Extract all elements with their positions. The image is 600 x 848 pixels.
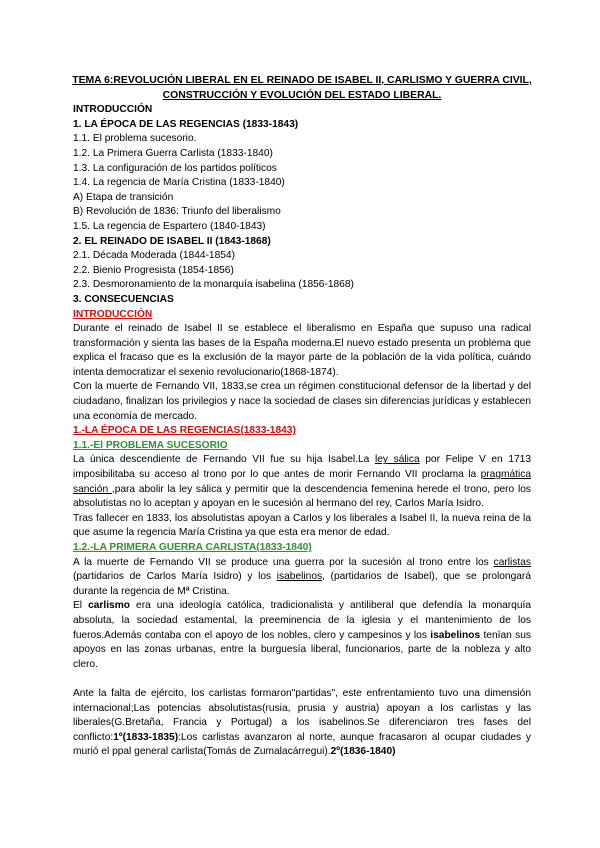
text-run: (partidarios de Carlos María Isidro) y los — [73, 571, 277, 583]
toc-item: 1.1. El problema sucesorio. — [73, 133, 197, 145]
toc-section-1: 1. LA ÉPOCA DE LAS REGENCIAS (1833-1843) — [73, 118, 299, 130]
section-1-2-paragraph-2 — [73, 599, 531, 672]
text-run: :Los carlistas avanzaron al norte, aunque fracasaron al ocupar ciudades y murió el ppal general carlista(Tomás de Zumalacárregui). — [73, 731, 531, 758]
document-title: TEMA 6:REVOLUCIÓN LIBERAL EN EL REINADO DE ISABEL II, CARLISMO Y GUERRA CIVIL, CONSTRUCCIÓN Y EVOLUCIÓN DEL ESTADO LIBERAL. — [72, 75, 532, 101]
text-run: El — [73, 600, 89, 612]
text-run: A la muerte de Fernando VII se produce una guerra por la sucesión al trono entre los — [73, 556, 494, 568]
section-1-1-paragraph-1 — [73, 453, 531, 511]
toc-item: 1.3. La configuración de los partidos políticos — [73, 162, 277, 174]
carlistas-term: carlistas — [493, 556, 531, 568]
intro-heading: INTRODUCCIÓN — [73, 308, 153, 320]
phase-2-label: 2º(1836-1840) — [330, 746, 396, 758]
section-1-2-paragraph-1 — [73, 556, 531, 600]
text-run: tenían sus apoyos en las zonas urbanas, entre la burguesía liberal, funcionarios, parte de la nobleza y alto clero. — [73, 629, 531, 670]
isabelinos-bold-term: isabelinos — [430, 629, 481, 641]
toc-section-3: 3. CONSECUENCIAS — [73, 293, 174, 305]
toc-item: 1.4. La regencia de María Cristina (1833-1840) — [73, 177, 285, 189]
text-run: , (partidarios de Isabel), que se prolongará durante la regencia de Mª Cristina. — [73, 571, 531, 597]
isabelinos-term: isabelinos — [276, 571, 323, 583]
carlismo-term: carlismo — [88, 600, 130, 612]
toc-item: B) Revolución de 1836: Triunfo del liberalismo — [73, 206, 281, 218]
section-1-heading: 1.-LA ÉPOCA DE LAS REGENCIAS(1833-1843) — [73, 425, 296, 437]
toc-section-2: 2. EL REINADO DE ISABEL II (1843-1868) — [73, 235, 271, 247]
intro-paragraph-1: Durante el reinado de Isabel II se establece el liberalismo en España que supuso una radical transformación y sienta las bases de la España moderna.El nuevo estado presenta un problema que explica el fracaso que es la exclusión de la mayor parte de la población de la vida política, cuándo intenta democratizar el sexenio revolucionario(1868-1874). — [73, 323, 531, 378]
pragmatica-sancion-term: pragmática sanción — [73, 469, 531, 495]
document-body — [73, 74, 531, 760]
toc-item: 2.3. Desmoronamiento de la monarquía isabelina (1856-1868) — [73, 279, 354, 291]
section-1-2-heading: 1.2.-LA PRIMERA GUERRA CARLISTA(1833-1840) — [73, 542, 312, 553]
toc-item: 2.2. Bienio Progresista (1854-1856) — [73, 264, 234, 276]
text-run: Ante la falta de ejército, los carlistas formaron"partidas", este enfrentamiento tuvo una dimensión internacional;Las potencias absolutistas(rusia, prusia y austria) apoyan a los carlistas y las liberales(G.Bretaña, Francia y Portugal) a los isabelinos.Se diferenciaron tres fases del conflicto: — [73, 687, 531, 743]
toc-item: A) Etapa de transición — [73, 191, 174, 203]
toc-item: 1.2. La Primera Guerra Carlista (1833-1840) — [73, 147, 273, 159]
text-run: por Felipe V en 1713 imposibilitaba su acceso al trono por lo que antes de morir Fernando VII proclama la — [73, 454, 531, 481]
section-1-1-heading: 1.1.-El PROBLEMA SUCESORIO — [73, 439, 228, 451]
ley-salica-term: ley sálica — [374, 454, 420, 466]
section-1-2-paragraph-3 — [73, 687, 531, 760]
phase-1-label: 1º(1833-1835) — [113, 731, 179, 743]
text-run: ,para abolir la ley sálica y permitir que la descendencia femenina herede el trono, pero los absolutistas no lo aceptan y apoyan en le sucesión al hermano del rey, Carlos María Isidro. — [73, 483, 531, 510]
paragraph-gap — [73, 672, 531, 687]
intro-paragraph-2: Con la muerte de Fernando VII, 1833,se crea un régimen constitucional defensor de la libertad y del ciudadano, finalizan los privilegios y nace la sociedad de clases sin diferencias jurídicas y establecen una economía de mercado. — [73, 381, 531, 422]
toc-item: 2.1. Década Moderada (1844-1854) — [73, 250, 235, 262]
text-run: era una ideología católica, tradicionalista y antiliberal que defendía la monarquía absoluta, la sociedad estamental, la preeminencia de la iglesia y el mantenimiento de los fueros.Además contaba con el apoyo de los nobles, clero y campesinos y los — [73, 600, 532, 641]
toc-item: 1.5. La regencia de Espartero (1840-1843) — [73, 220, 266, 232]
toc-intro: INTRODUCCIÓN — [73, 104, 153, 116]
section-1-1-paragraph-2: Tras fallecer en 1833, los absolutistas apoyan a Carlos y los liberales a Isabel II, la nueva reina de la que asume la regencia María Cristina ya que esta era menor de edad. — [73, 512, 531, 539]
text-run: La única descendiente de Fernando VII fue su hija Isabel.La — [73, 454, 375, 466]
